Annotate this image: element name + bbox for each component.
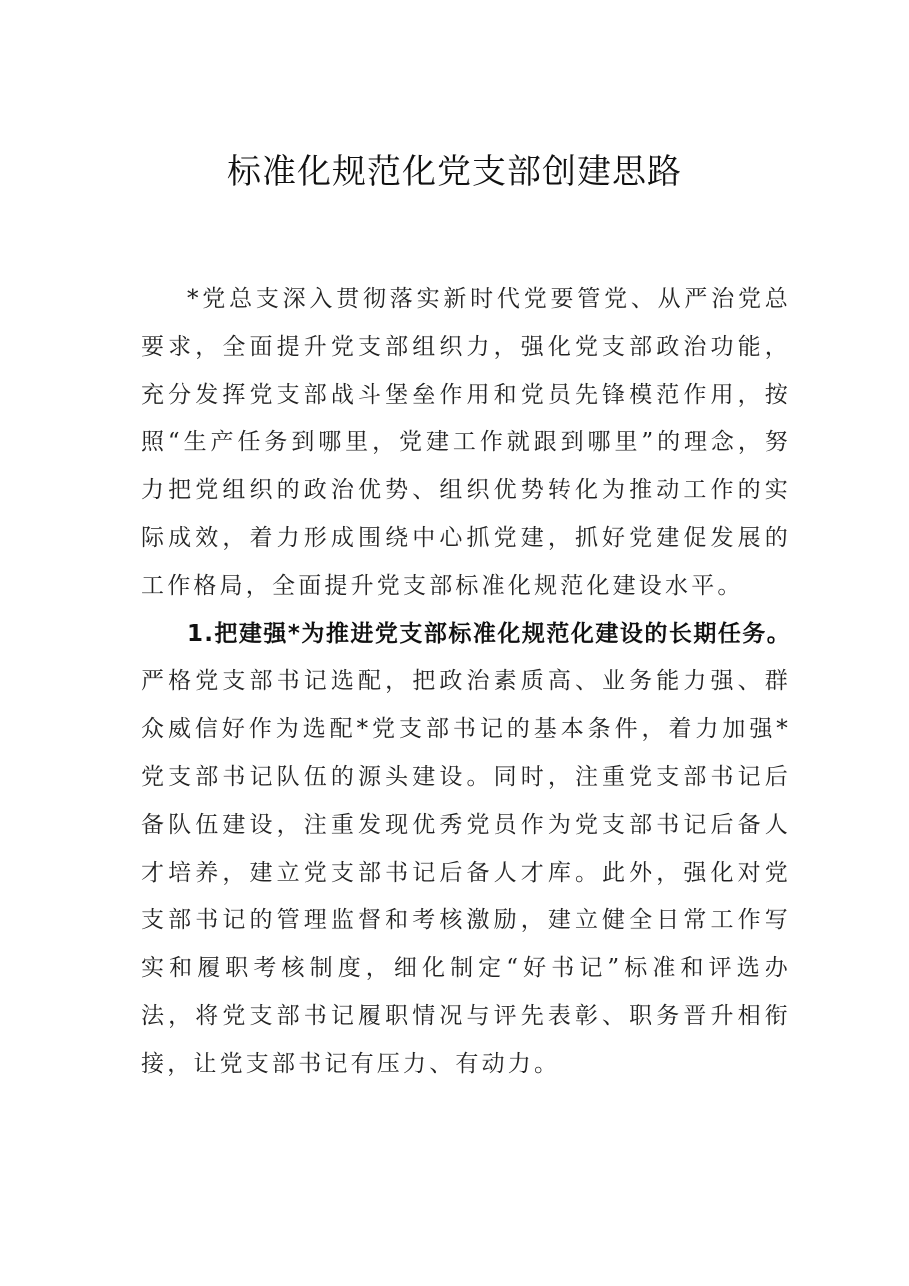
- document-body: [141, 276, 791, 1089]
- section-1-body: 严格党支部书记选配，把政治素质高、业务能力强、群众威信好作为选配*党支部书记的基本条件，着力加强*党支部书记队伍的源头建设。同时，注重党支部书记后备队伍建设，注重发现优秀党员作为党支部书记后备人才培养，建立党支部书记后备人才库。此外，强化对党支部书记的管理监督和考核激励，建立健全日常工作写实和履职考核制度，细化制定“好书记”标准和评选办法，将党支部书记履职情况与评先表彰、职务晋升相衔接，让党支部书记有压力、有动力。: [141, 668, 791, 1077]
- section-1-heading: 1.把建强*为推进党支部标准化规范化建设的长期任务。: [187, 620, 791, 647]
- section-1-paragraph: [141, 611, 791, 1089]
- intro-paragraph: *党总支深入贯彻落实新时代党要管党、从严治党总要求，全面提升党支部组织力，强化党支部政治功能，充分发挥党支部战斗堡垒作用和党员先锋模范作用，按照“生产任务到哪里，党建工作就跟到哪里”的理念，努力把党组织的政治优势、组织优势转化为推动工作的实际成效，着力形成围绕中心抓党建，抓好党建促发展的工作格局，全面提升党支部标准化规范化建设水平。: [141, 286, 791, 599]
- document-title: 标准化规范化党支部创建思路: [227, 152, 682, 192]
